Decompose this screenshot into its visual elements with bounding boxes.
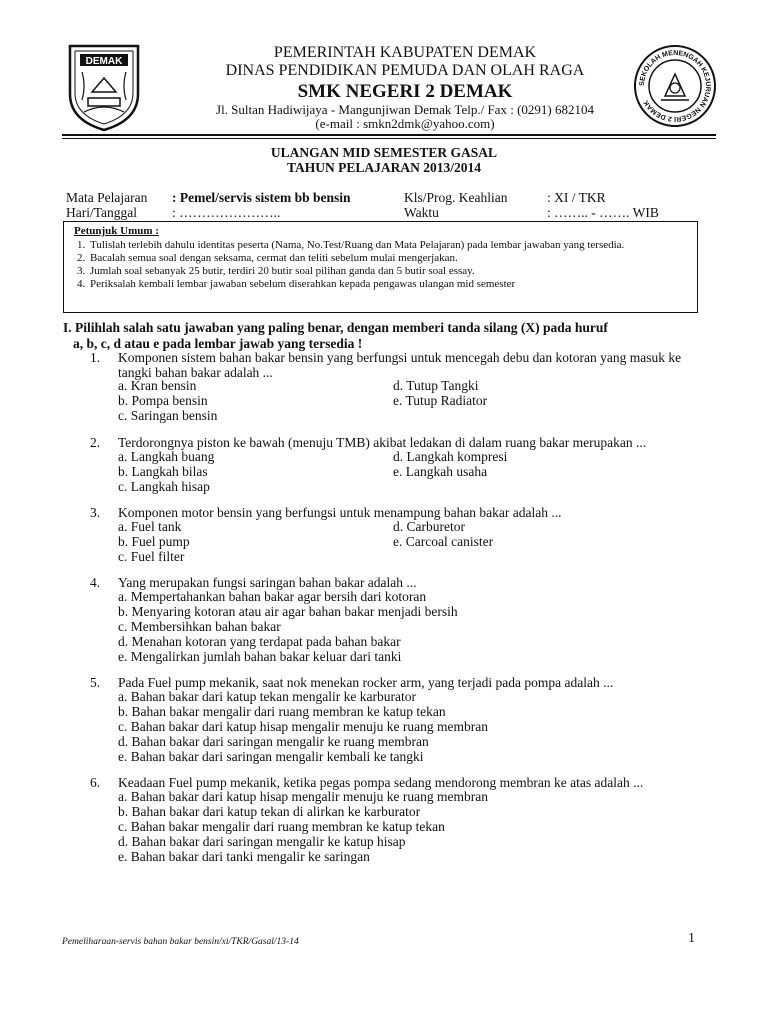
option-c: c. Membersihkan bahan bakar <box>118 619 281 634</box>
option-a: a. Langkah buang <box>118 449 215 464</box>
section-instruction-line-2: a, b, c, d atau e pada lembar jawab yang tersedia ! <box>73 336 363 351</box>
option-b: b. Langkah bilas <box>118 464 208 479</box>
option-c: c. Bahan bakar mengalir dari ruang membran ke katup tekan <box>118 819 445 834</box>
option-a: a. Fuel tank <box>118 519 182 534</box>
option-d: d. Bahan bakar dari saringan mengalir ke ruang membran <box>118 734 429 749</box>
option-c: c. Bahan bakar dari katup hisap mengalir menuju ke ruang membran <box>118 719 488 734</box>
option-b: b. Fuel pump <box>118 534 190 549</box>
header-line-2: DINAS PENDIDIKAN PEMUDA DAN OLAH RAGA <box>225 62 585 79</box>
instruction-item: 4. Periksalah kembali lembar jawaban sebelum diserahkan kepada pengawas ulangan mid semester <box>88 278 689 291</box>
section-instruction <box>63 320 713 352</box>
header-line-1: PEMERINTAH KABUPATEN DEMAK <box>273 44 537 61</box>
option-e: e. Bahan bakar dari saringan mengalir kembali ke tangki <box>118 749 424 764</box>
class-label: Kls/Prog. Keahlian <box>404 190 508 205</box>
school-address: Jl. Sultan Hadiwijaya - Mangunjiwan Demak Telp./ Fax : (0291) 682104 <box>216 102 594 117</box>
question-4 <box>0 575 768 665</box>
exam-year: TAHUN PELAJARAN 2013/2014 <box>286 160 481 175</box>
exam-title: ULANGAN MID SEMESTER GASAL <box>270 145 498 160</box>
instructions-heading: Petunjuk Umum : <box>74 225 159 237</box>
instruction-item: 1. Tulislah terlebih dahulu identitas peserta (Nama, No.Test/Ruang dan Mata Pelajaran) pada lembar jawaban yang tersedia. <box>88 239 689 252</box>
option-a: a. Kran bensin <box>118 378 197 393</box>
option-e: e. Tutup Radiator <box>393 393 488 408</box>
question-text: Yang merupakan fungsi saringan bahan bakar adalah ... <box>118 575 417 590</box>
school-name: SMK NEGERI 2 DEMAK <box>297 81 513 102</box>
option-d: d. Tutup Tangki <box>393 378 479 393</box>
subject-label: Mata Pelajaran <box>66 190 148 205</box>
option-a: a. Bahan bakar dari katup hisap mengalir menuju ke ruang membran <box>118 789 488 804</box>
option-e: e. Mengalirkan jumlah bahan bakar keluar dari tanki <box>118 649 402 664</box>
option-d: d. Carburetor <box>393 519 465 534</box>
option-c: c. Fuel filter <box>118 549 185 564</box>
option-e: e. Langkah usaha <box>393 464 488 479</box>
page-number: 1 <box>688 931 695 946</box>
option-a: a. Bahan bakar dari katup tekan mengalir ke karburator <box>118 689 416 704</box>
option-b: b. Bahan bakar mengalir dari ruang membran ke katup tekan <box>118 704 446 719</box>
school-email: (e-mail : smkn2dmk@yahoo.com) <box>315 116 495 131</box>
footer-document-code: Pemeliharaan-servis bahan bakar bensin/xi/TKR/Gasal/13-14 <box>62 937 299 947</box>
school-seal-icon <box>633 44 717 128</box>
instruction-item: 3. Jumlah soal sebanyak 25 butir, terdiri 20 butir soal pilihan ganda dan 5 butir soal essay. <box>88 265 689 278</box>
svg-text:DEMAK: DEMAK <box>85 56 123 67</box>
instructions-box <box>63 221 698 313</box>
option-b: b. Menyaring kotoran atau air agar bahan bakar menjadi bersih <box>118 604 458 619</box>
time-value: : …….. - ……. WIB <box>547 205 659 220</box>
svg-text:SEKOLAH MENENGAH KEJURUAN NEGE: SEKOLAH MENENGAH KEJURUAN NEGERI 2 DEMAK <box>638 49 712 123</box>
option-b: b. Bahan bakar dari katup tekan di alirkan ke karburator <box>118 804 421 819</box>
question-text: Pada Fuel pump mekanik, saat nok menekan rocker arm, yang terjadi pada pompa adalah ... <box>118 675 614 690</box>
question-1 <box>0 350 768 430</box>
question-number: 4. <box>90 575 101 590</box>
option-d: d. Langkah kompresi <box>393 449 508 464</box>
date-value: : ………………….. <box>172 205 281 220</box>
header-rule-thick <box>62 134 716 136</box>
question-2 <box>0 435 768 495</box>
demak-logo-icon <box>62 42 146 132</box>
option-b: b. Pompa bensin <box>118 393 208 408</box>
option-e: e. Carcoal canister <box>393 534 494 549</box>
question-number: 6. <box>90 775 101 790</box>
question-5 <box>0 675 768 765</box>
question-3 <box>0 505 768 565</box>
header-rule-thin <box>62 138 716 139</box>
question-text: Komponen sistem bahan bakar bensin yang berfungsi untuk mencegah debu dan kotoran yang masuk ke tangki bahan bakar adalah ... <box>118 350 682 380</box>
question-number: 3. <box>90 505 101 520</box>
question-number: 1. <box>90 350 101 365</box>
instruction-item: 2. Bacalah semua soal dengan seksama, cermat dan teliti sebelum mulai mengerjakan. <box>88 252 689 265</box>
subject-value: : Pemel/servis sistem bb bensin <box>172 190 351 205</box>
question-text: Terdorongnya piston ke bawah (menuju TMB) akibat ledakan di dalam ruang bakar merupakan ... <box>118 435 647 450</box>
option-c: c. Langkah hisap <box>118 479 210 494</box>
date-label: Hari/Tanggal <box>66 205 138 220</box>
question-number: 2. <box>90 435 101 450</box>
option-d: d. Menahan kotoran yang terdapat pada bahan bakar <box>118 634 401 649</box>
option-a: a. Mempertahankan bahan bakar agar bersih dari kotoran <box>118 589 427 604</box>
option-c: c. Saringan bensin <box>118 408 218 423</box>
option-e: e. Bahan bakar dari tanki mengalir ke saringan <box>118 849 370 864</box>
question-text: Komponen motor bensin yang berfungsi untuk menampung bahan bakar adalah ... <box>118 505 562 520</box>
option-d: d. Bahan bakar dari saringan mengalir ke katup hisap <box>118 834 406 849</box>
section-instruction-line-1: I. Pilihlah salah satu jawaban yang paling benar, dengan memberi tanda silang (X) pada huruf <box>63 320 608 335</box>
question-text: Keadaan Fuel pump mekanik, ketika pegas pompa sedang mendorong membran ke atas adalah ... <box>118 775 644 790</box>
question-6 <box>0 775 768 865</box>
time-label: Waktu <box>404 205 439 220</box>
question-number: 5. <box>90 675 101 690</box>
class-value: : XI / TKR <box>547 190 606 205</box>
